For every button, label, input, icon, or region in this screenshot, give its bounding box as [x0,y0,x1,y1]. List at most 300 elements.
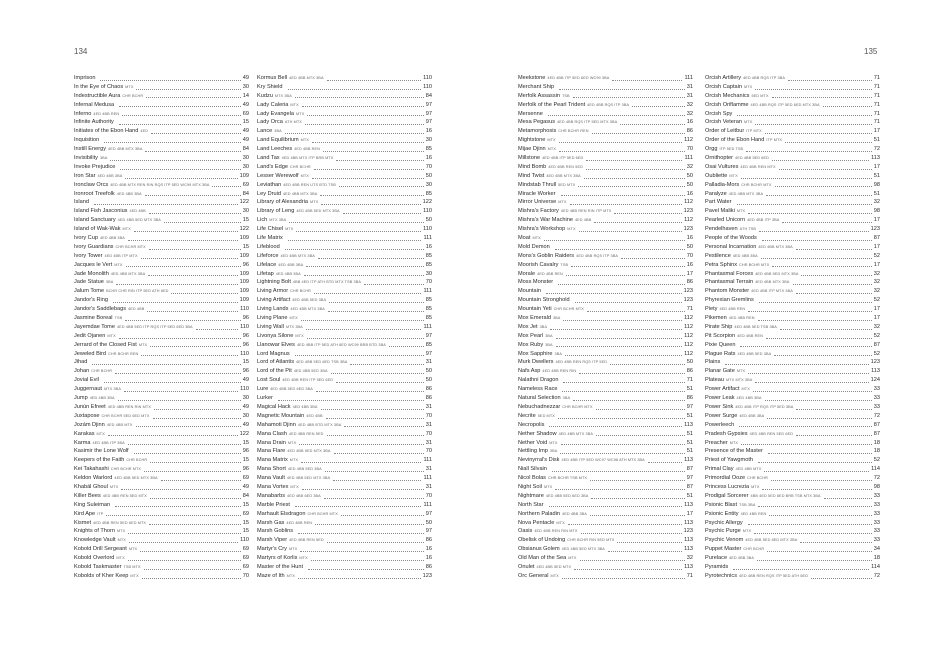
entry-name: Ironclaw Orcs [74,181,109,188]
entry-page-number: 16 [425,243,432,250]
entry-page-number: 112 [684,323,693,330]
entry-page-number: 70 [425,430,432,437]
entry-set-codes: ITP 5ED TSB [719,147,744,152]
dot-leader [757,560,872,561]
dot-leader [125,178,237,179]
entry-set-codes: CHR BCHR MTX [110,467,142,472]
entry-set-codes: MTX [128,547,138,552]
entry-name: Mersenne [518,110,543,117]
entry-name: Inquisition [74,137,100,144]
entry-page-number: 30 [425,137,432,144]
dot-leader [560,453,684,454]
entry-name: Island Sanctuary [74,217,116,224]
entry-page-number: 86 [686,368,693,375]
entry-set-codes: MTX [295,333,304,338]
entry-set-codes: MTX [751,484,760,489]
entry-set-codes: MTX [568,556,577,561]
entry-name: Land's Edge [257,163,288,170]
entry-name: Keldon Warlord [74,475,113,482]
entry-page-number: 86 [686,279,693,286]
entry-page-number: 31 [686,92,693,99]
dot-leader [350,364,423,365]
entry-page-number: 111 [423,457,432,464]
entry-name: Johan [74,368,90,375]
index-entry [257,252,432,261]
entry-name: Ironroot Treefolk [74,190,115,197]
index-entry [705,323,880,332]
dot-leader [758,462,872,463]
entry-name: King Suleiman [74,501,111,508]
dot-leader [771,480,872,481]
index-entry [518,563,693,572]
entry-set-codes: 4ED 4BB REN [719,307,746,312]
dot-leader [758,320,872,321]
entry-name: Ivory Tower [74,252,103,259]
entry-name: Mana Drain [257,439,286,446]
entry-page-number: 18 [873,555,880,562]
entry-set-codes: 4ED 4BB MTX 3BA [280,253,315,258]
entry-set-codes: MTX [567,227,576,232]
dot-leader [302,489,424,490]
entry-page-number: 70 [425,163,432,170]
entry-name: Phantom Monster [705,288,750,295]
entry-page-number: 70 [686,146,693,153]
entry-name: Inferno [74,110,92,117]
entry-set-codes: BCHR CHR RIN ITP 5ED ATH 6ED [106,289,169,294]
entry-name: Mind Bomb [518,163,547,170]
entry-page-number: 109 [239,235,249,242]
index-entry [257,270,432,279]
entry-name: Prodigal Sorcerer [705,492,749,499]
dot-leader [761,258,872,259]
entry-name: Onulet [518,563,535,570]
dot-leader [128,444,241,445]
dot-leader [587,311,685,312]
entry-set-codes: 4ED 4BB 5ED 6ED MTX 3BA [745,538,798,543]
dot-leader [141,258,238,259]
entry-name: Priest of Yawgmoth [705,457,753,464]
entry-page-number: 52 [873,332,880,339]
entry-name: Indestructible Aura [74,92,121,99]
entry-name: Millstone [518,155,541,161]
dot-leader [119,338,241,339]
dot-leader [566,275,685,276]
dot-leader [811,578,872,579]
index-entry [257,527,432,536]
entry-page-number: 69 [242,563,249,570]
entry-set-codes: 4ED 4BB 3BA [561,511,587,516]
entry-name: Leviathan [257,181,282,188]
dot-leader [298,533,424,534]
index-entry [705,216,880,225]
dot-leader [755,382,868,383]
entry-page-number: 32 [686,101,693,108]
entry-page-number: 85 [425,306,432,313]
entry-name: North Star [518,501,544,508]
index-entry [74,332,249,341]
dot-leader [295,355,424,356]
entry-page-number: 113 [684,546,693,553]
index-entry [705,421,880,430]
index-entry [705,545,880,554]
index-entry [518,190,693,199]
dot-leader [144,569,241,570]
entry-set-codes: MTX [289,316,298,321]
entry-name: Nightmare [518,492,544,499]
dot-leader [125,320,241,321]
entry-page-number: 50 [425,172,432,179]
index-entry [705,554,880,563]
entry-page-number: 15 [242,439,249,446]
entry-page-number: 69 [242,181,249,188]
entry-set-codes: 4ED 4BB MTX 3BA [290,307,325,312]
dot-leader [307,115,423,116]
index-entry [518,483,693,492]
index-entry [705,234,880,243]
entry-page-number: 50 [425,368,432,375]
entry-page-number: 32 [686,163,693,170]
dot-leader [150,498,241,499]
entry-page-number: 16 [686,190,693,197]
index-entry [705,439,880,448]
entry-page-number: 72 [873,572,880,579]
index-entry [74,501,249,510]
dot-leader [782,222,871,223]
entry-page-number: 112 [684,341,693,348]
dot-leader [306,329,422,330]
index-entry [518,536,693,545]
dot-leader [142,578,241,579]
index-entry [257,367,432,376]
entry-set-codes: 4ED 4BB ITP 5ED 6ED WC99 3BA [547,75,610,80]
entry-name: Mox Sapphire [518,350,553,357]
index-entry [705,474,880,483]
entry-page-number: 17 [873,128,880,135]
dot-leader [299,444,424,445]
dot-leader [591,498,684,499]
dot-leader [556,346,682,347]
entry-page-number: 30 [242,155,249,161]
entry-page-number: 111 [423,235,432,242]
entry-set-codes: 3BA [562,396,571,401]
entry-name: Pestilence [705,252,731,259]
entry-page-number: 111 [423,501,432,508]
dot-leader [617,542,682,543]
entry-name: Psychic Allergy [705,519,743,526]
entry-set-codes: 4ED 4BB 5ED 3BA [737,351,772,356]
index-entry [74,136,249,145]
entry-page-number: 97 [425,110,432,117]
dot-leader [824,498,872,499]
entry-page-number: 70 [242,572,249,579]
dot-leader [800,542,871,543]
entry-name: Mishra's War Machine [518,217,573,224]
entry-set-codes: MTX [558,200,567,205]
dot-leader [565,355,682,356]
index-entry [705,198,880,207]
entry-name: Mana Clash [257,430,287,437]
entry-name: Lord Magnus [257,350,290,357]
entry-page-number: 96 [242,368,249,375]
dot-leader [621,258,685,259]
entry-name: Iron Star [74,172,96,179]
dot-leader [312,142,424,143]
dot-leader [328,311,424,312]
entry-set-codes: 4ED 4BB REN [286,520,313,525]
dot-leader [164,222,241,223]
entry-page-number: 85 [425,341,432,348]
entry-name: Instill Energy [74,146,107,153]
entry-name: Jump [74,395,88,402]
dot-leader [134,453,241,454]
entry-page-number: 51 [686,492,693,499]
dot-leader [573,97,685,98]
index-entry [518,296,693,305]
entry-name: Northern Paladin [518,510,560,517]
dot-leader [769,515,871,516]
entry-name: Living Wall [257,323,284,330]
dot-leader [153,418,241,419]
dot-leader [104,142,241,143]
index-entry [74,83,249,92]
entry-set-codes: MTX [289,458,299,463]
entry-page-number: 30 [425,270,432,277]
entry-name: Mijae Djinn [518,146,546,153]
entry-page-number: 111 [423,475,432,482]
dot-leader [737,204,872,205]
index-entry [705,190,880,199]
entry-set-codes: MTX [96,431,105,436]
dot-leader [574,569,682,570]
dot-leader [336,160,423,161]
entry-name: Living Armor [257,288,289,295]
entry-page-number: 111 [684,74,693,81]
entry-set-codes: 4ED 4BB 6ED 3BA [287,493,321,498]
entry-set-codes: 4ED 4BB 5ED MTX 3BA [117,218,161,223]
entry-page-number: 33 [873,386,880,393]
dot-leader [788,80,872,81]
entry-page-number: 85 [425,261,432,268]
dot-leader [316,391,424,392]
dot-leader [285,249,424,250]
entry-name: Primordial Ooze [705,475,746,482]
entry-page-number: 32 [686,555,693,562]
index-entry [257,172,432,181]
entry-page-number: 123 [683,297,693,304]
dot-leader [746,151,872,152]
entry-name: Mountain Stronghold [518,297,570,304]
entry-page-number: 72 [873,146,880,153]
dot-leader [305,124,424,125]
dot-leader [136,426,241,427]
entry-set-codes: MTX [288,547,298,552]
entry-page-number: 31 [686,83,693,90]
entry-set-codes: 4ED 4BB 3BA [736,396,762,401]
index-entry [74,305,249,314]
entry-name: Kobold Drill Sergeant [74,546,127,553]
dot-leader [115,373,241,374]
index-entry [705,367,880,376]
dot-leader [344,426,423,427]
entry-set-codes: MTX [138,342,148,347]
dot-leader [562,391,684,392]
entry-page-number: 33 [873,537,880,544]
entry-set-codes: MTX [543,484,553,489]
entry-set-codes: MTX [125,84,134,89]
dot-leader [772,160,869,161]
entry-page-number: 32 [873,199,880,206]
entry-name: Powerleech [705,421,735,428]
entry-page-number: 34 [873,546,880,553]
dot-leader [145,151,240,152]
entry-set-codes: CHR BCHR MTX [553,307,584,312]
entry-set-codes: 4ED 4BB MTX 3BA [546,173,581,178]
dot-leader [104,382,241,383]
entry-set-codes: 3BA [545,342,553,347]
index-entry [518,359,693,368]
entry-set-codes: 4ED 4BB 3BA [278,262,304,267]
entry-name: Power Leak [705,395,735,402]
index-entry [518,127,693,136]
dot-leader [614,213,681,214]
dot-leader [737,115,871,116]
index-entry [518,519,693,528]
index-entry [257,92,432,101]
entry-name: Pradesh Gypsies [705,430,748,437]
entry-set-codes: MTX [729,173,738,178]
index-entry [74,314,249,323]
entry-name: Nameless Race [518,386,558,393]
dot-leader [124,391,238,392]
entry-page-number: 109 [239,252,249,259]
entry-page-number: 110 [423,74,432,81]
index-entry [257,74,432,83]
entry-page-number: 32 [873,323,880,330]
entry-set-codes: MTX [300,173,309,178]
entry-page-number: 86 [425,563,432,570]
entry-page-number: 97 [425,101,432,108]
index-column-3 [518,74,693,581]
entry-name: Pit Scorpion [705,332,736,339]
entry-name: Order of the Ebon Hand [705,137,765,144]
entry-page-number: 113 [871,155,880,161]
entry-name: Mox Jet [518,323,538,330]
entry-name: Knowledge Vault [74,537,116,544]
index-entry [518,216,693,225]
index-entry [257,403,432,412]
entry-name: Nalathni Dragon [518,377,559,384]
index-entry [705,296,880,305]
entry-name: Martyrs of Korlis [257,555,298,562]
entry-page-number: 110 [240,323,249,330]
dot-leader [300,551,423,552]
entry-set-codes: MTX [107,333,116,338]
index-entry [257,341,432,350]
entry-name: Kei Takahashi [74,466,109,473]
entry-set-codes: 4ED 4BB 5ED ITP RQS ITP 5ED 6ED 3BA [116,324,193,329]
index-entry [74,252,249,261]
entry-page-number: 112 [684,315,693,322]
page-number-left: 134 [74,47,88,56]
entry-page-number: 113 [684,501,693,508]
entry-page-number: 123 [422,572,432,579]
entry-name: Killer Bees [74,492,101,499]
entry-set-codes: CHR BCHR RIN 5ED MTX [567,538,615,543]
index-entry [257,350,432,359]
index-entry [518,385,693,394]
index-entry [705,243,880,252]
entry-set-codes: 4ED 4BB REN RIN MTX [107,404,151,409]
entry-page-number: 15 [242,359,249,366]
entry-page-number: 97 [425,119,432,126]
dot-leader [570,204,683,205]
entry-page-number: 86 [686,128,693,135]
entry-name: Kudzu [257,92,273,99]
index-entry [518,430,693,439]
entry-name: Library of Leng [257,208,295,215]
entry-set-codes: ATH MTX [284,120,302,125]
index-entry [518,172,693,181]
dot-leader [559,89,685,90]
dot-leader [141,355,238,356]
entry-name: Piety [705,306,718,313]
index-entry [257,474,432,483]
entry-name: Infinite Authority [74,119,114,126]
entry-set-codes: ITP [97,511,104,516]
dot-leader [558,418,685,419]
entry-name: Living Plane [257,315,288,322]
entry-name: Knights of Thorn [74,528,115,535]
index-entry [705,278,880,287]
entry-name: Psychic Venom [705,537,744,544]
entry-name: Nevinyrral's Disk [518,457,560,464]
entry-name: Kismet [74,519,92,526]
dot-leader [121,489,241,490]
dot-leader [331,373,424,374]
index-entry [74,190,249,199]
index-entry [518,314,693,323]
entry-page-number: 69 [242,475,249,482]
index-entry [705,261,880,270]
entry-set-codes: 5ED MTX [558,182,576,187]
dot-leader [212,186,240,187]
dot-leader [315,524,424,525]
dot-leader [329,302,424,303]
entry-set-codes: 4ED 4BB REN RQS ITP 5ED [555,360,608,365]
index-entry [518,163,693,172]
dot-leader [301,320,424,321]
entry-name: Obelisk of Undoing [518,537,566,544]
entry-name: Juggernaut [74,386,102,393]
dot-leader [106,515,240,516]
dot-leader [561,195,685,196]
entry-name: Khabál Ghoul [74,483,108,490]
entry-name: Livonya Silone [257,332,294,339]
entry-page-number: 97 [425,332,432,339]
entry-set-codes: CHR BCHR [290,289,311,294]
index-entry [705,430,880,439]
entry-set-codes: 4ED 4BB MTX [106,422,133,427]
entry-name: Living Artifact [257,297,291,304]
dot-leader [129,542,238,543]
dot-leader [364,284,424,285]
entry-set-codes: 4ED 4BB REN [537,271,563,276]
dot-leader [741,444,872,445]
entry-name: Mons's Goblin Raiders [518,252,575,259]
index-entry [518,252,693,261]
entry-set-codes: 3BA [554,351,562,356]
entry-page-number: 85 [425,190,432,197]
